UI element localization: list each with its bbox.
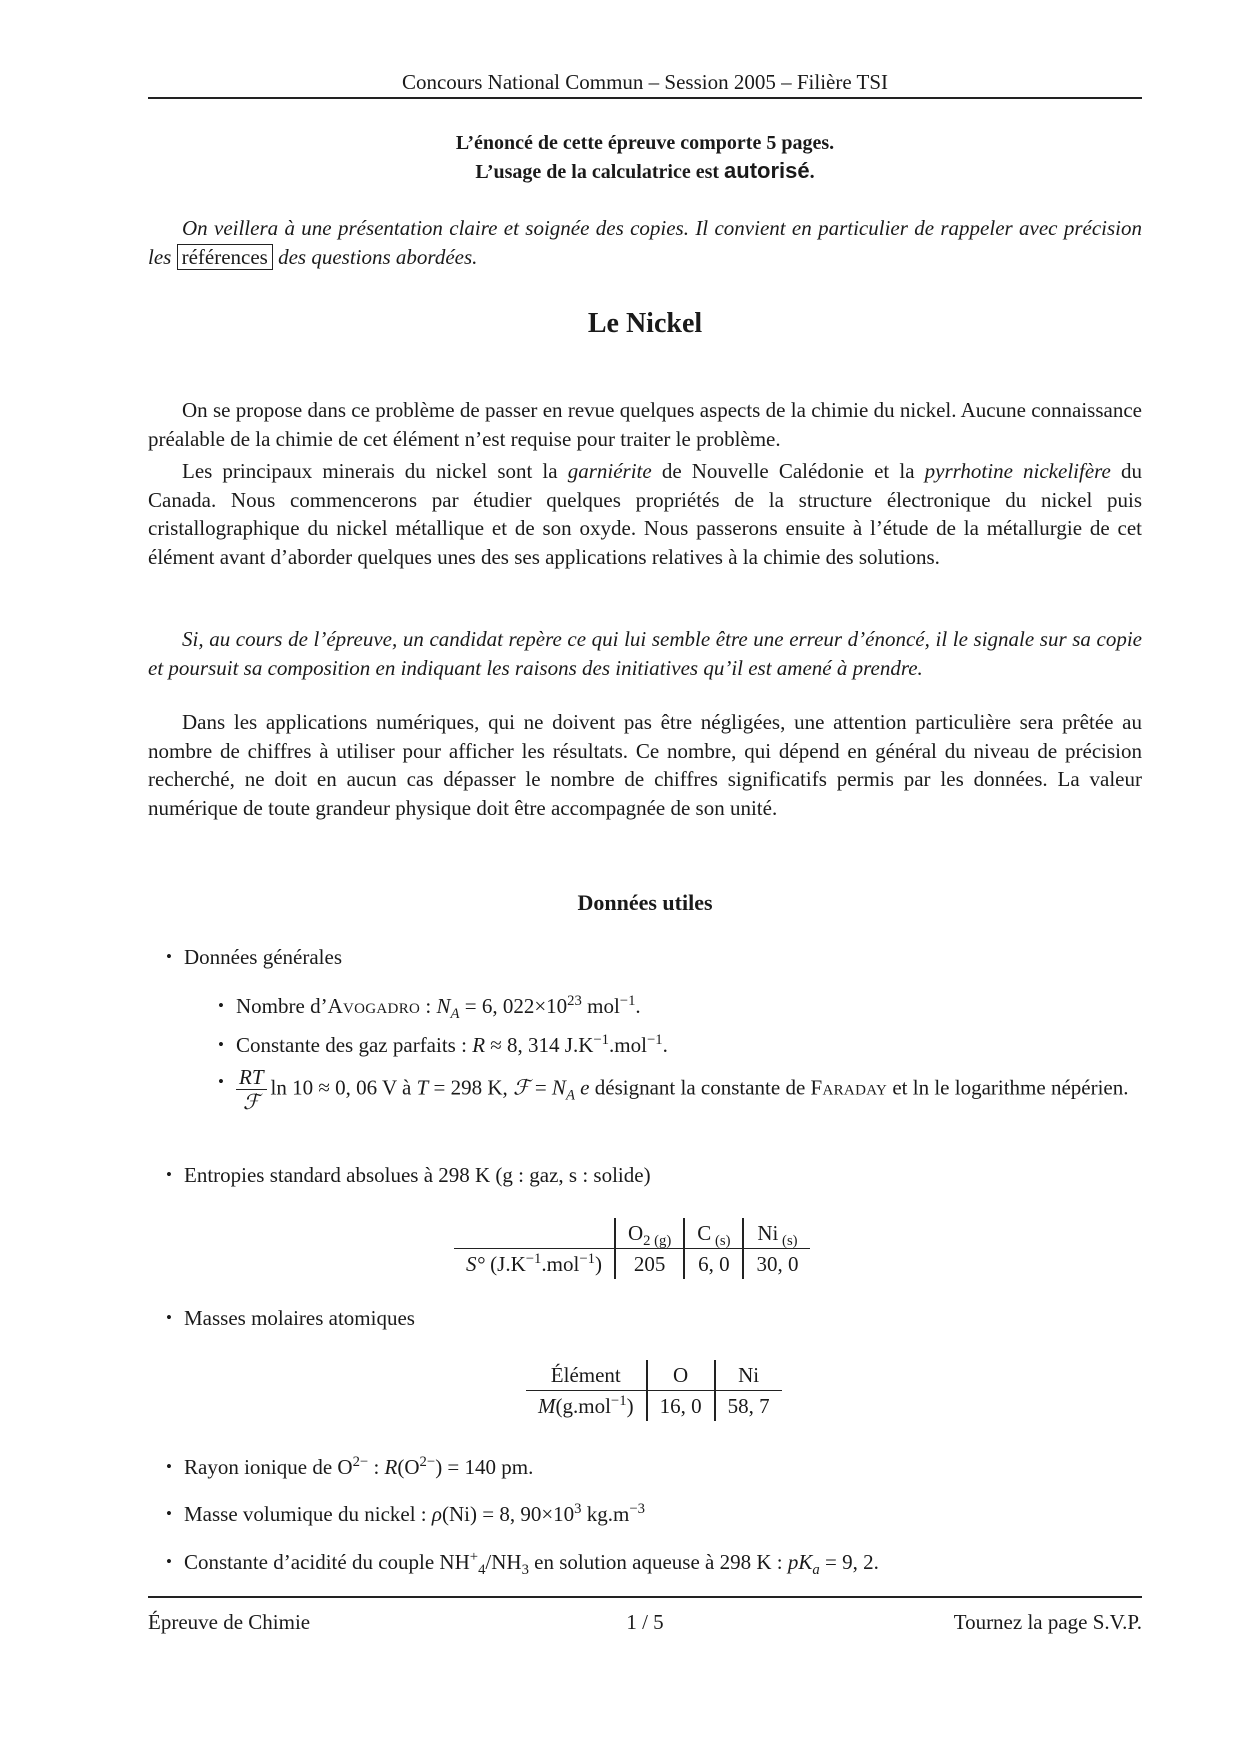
intro-paragraph-1: On se propose dans ce problème de passer en revue quelques aspects de la chimie du nickel. Aucune connaissance préalable de la chimie de cet élément n’est requise pour traiter le problème. [148,398,1142,451]
bullet-masses-molaires: • Masses molaires atomiques [184,1304,1144,1332]
masses-head-o: O [647,1360,715,1391]
error-notice: Si, au cours de l’épreuve, un candidat repère ce qui lui semble être une erreur d’énoncé, il le signale sur sa copie et poursuit sa composition en indiquant les raisons des initiatives qu’il est amené à prendre. [148,627,1142,680]
entropies-value-o2: 205 [615,1249,684,1280]
masses-value-o: 16, 0 [647,1391,715,1422]
entropies-head-c: C $_{(s)}$ [684,1218,743,1249]
footer-turn-page: Tournez la page S.V.P. [953,1610,1142,1634]
masses-table [526,1360,782,1421]
masses-head-element: Élément [526,1360,647,1391]
entropies-row-label: S° $(J.K^{-1}.mol^{-1})$ [454,1249,615,1280]
entropies-corner-cell [454,1218,615,1249]
numeric-applications-paragraph: Dans les applications numériques, qui ne doivent pas être négligées, une attention particulière sera prêtée au nombre de chiffres à utiliser pour afficher les résultats. Ce nombre, qui dépend en général du niveau de précision recherché, ne doit en aucun cas dépasser le nombre de chiffres significatifs permis par les données. La valeur numérique de toute grandeur physique doit être accompagnée de son unité. [148,710,1142,820]
bullet-avogadro: • Nombre d’Avogadro : $N_A = 6$, $022\times 10^{23}$ mol$^{-1}$. [236,992,1144,1020]
entropies-value-c: 6, 0 [684,1249,743,1280]
bullet-faraday: • $\frac{RT}{\text{ℱ}}$ ln 10 ≈ 0, 06 V à T = 298 K, ℱ = $N_A$ e désignant la constante de Faraday et ln le logarithme népérien. [236,1065,1144,1114]
entropies-table [454,1218,810,1279]
references-box: références [177,244,273,270]
donnees-title: Données utiles [577,890,713,915]
masses-row-label: M(g.mol$^{-1}$) [526,1391,647,1422]
presentation-notice: On veillera à une présentation claire et soignée des copies. Il convient en particulier de rappeler avec précision les références des questions abordées. [148,216,1142,269]
footer-page-number: 1 / 5 [626,1610,664,1634]
footer-subject: Épreuve de Chimie [148,1610,311,1634]
authorized-word: autorisé [724,158,810,183]
entropies-head-o2: $O_{2 (g)}$ [615,1218,684,1249]
header-rule [148,97,1142,99]
bullet-donnees-generales: • Données générales [184,943,1144,971]
masses-head-ni: Ni [715,1360,782,1391]
problem-title: Le Nickel [587,308,703,339]
entropies-head-ni: Ni $_{(s)}$ [743,1218,810,1249]
bullet-rayon-ionique: • Rayon ionique de $O^{2-}$ : $R(O^{2-}) = 140$ pm. [184,1453,1144,1481]
bullet-entropies: • Entropies standard absolues à 298 K (g : gaz, s : solide) [184,1161,1144,1189]
masses-value-ni: 58, 7 [727,1394,770,1418]
bullet-gaz-parfaits: • Constante des gaz parfaits : R ≈ 8, 314 $J.K^{-1}.mol^{-1}$. [236,1031,1144,1059]
bullet-constante-acidite: • Constante d’acidité du couple $NH^+_4/NH_3$ en solution aqueuse à 298 K : $pK_a = 9$, 2. [184,1548,1144,1576]
intro-paragraph-2: Les principaux minerais du nickel sont la garniérite de Nouvelle Calédonie et la pyrrhotine nickelifère du Canada. Nous commencerons par étudier quelques propriétés de la structure électronique du nickel puis cristallographique du nickel métallique et de son oxyde. Nous passerons ensuite à l’étude de la métallurgie de cet élément avant d’aborder quelques unes des ses applications relatives à la chimie des solutions. [148,459,1142,569]
entropies-value-ni: 30, 0 [756,1252,799,1276]
bullet-masse-volumique: • Masse volumique du nickel : ρ(Ni) = 8, $90\times 10^3$ $kg.m^{-3}$ [184,1500,1144,1528]
intro-pages-line: L’énoncé de cette épreuve comporte 5 pages. [455,132,835,154]
footer-rule [148,1596,1142,1598]
intro-calculator-line: L’usage de la calculatrice est autorisé. [475,158,815,183]
rt-over-f-fraction: • $\frac{RT}{\text{ℱ}}$ [236,1065,267,1114]
page-header: Concours National Commun – Session 2005 – Filière TSI [401,70,889,94]
exam-intro [148,130,1142,186]
